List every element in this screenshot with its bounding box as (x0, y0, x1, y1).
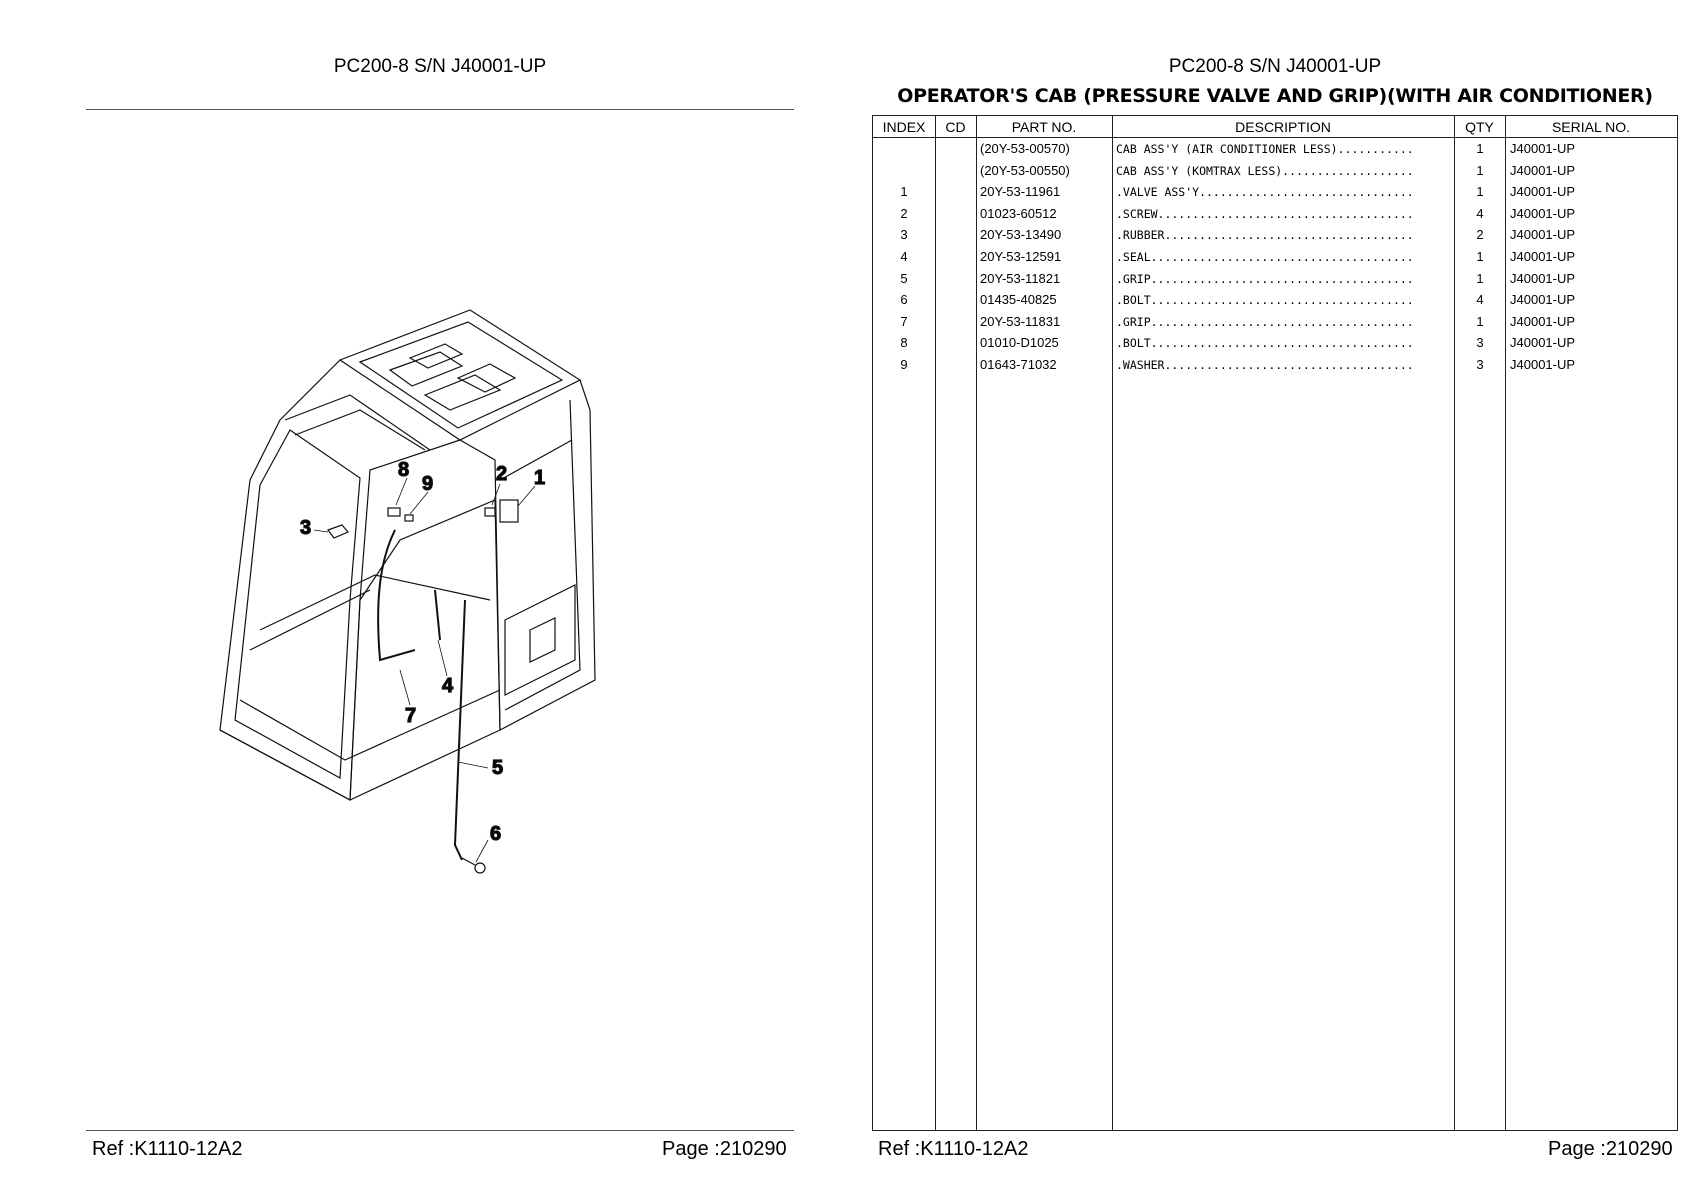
row-description: .WASHER.................................... (1116, 358, 1414, 372)
row-qty: 1 (1476, 313, 1484, 329)
row-part-no: (20Y-53-00570) (980, 141, 1070, 156)
row-description: .BOLT...................................... (1116, 336, 1414, 351)
table-row (873, 160, 1677, 182)
left-ref-label: Ref :K1110-12A2 (92, 1138, 243, 1160)
row-serial-no: J40001-UP (1510, 357, 1576, 372)
table-row (873, 268, 1677, 290)
row-part-no: 20Y-53-11821 (980, 270, 1061, 286)
row-description: .SCREW..................................... (1116, 206, 1414, 221)
row-index: 5 (900, 270, 908, 286)
callout-2: 2 (496, 463, 508, 485)
left-bottom-rule (86, 1130, 794, 1131)
row-qty: 3 (1476, 357, 1484, 372)
right-ref-label: Ref :K1110-12A2 (878, 1138, 1029, 1160)
row-description: .SEAL...................................... (1116, 250, 1414, 264)
table-row (873, 181, 1677, 203)
callout-6: 6 (490, 823, 502, 845)
callout-8: 8 (398, 459, 410, 481)
table-row (873, 138, 1677, 160)
left-top-rule (86, 109, 794, 110)
row-part-no: 20Y-53-11831 (980, 313, 1061, 329)
row-description: .BOLT...................................... (1116, 293, 1414, 308)
row-qty: 1 (1476, 249, 1484, 264)
header-qty: QTY (1465, 119, 1494, 135)
row-description: .VALVE ASS'Y............................... (1116, 185, 1414, 200)
right-page-number: Page :210290 (1548, 1138, 1673, 1160)
row-serial-no: J40001-UP (1510, 141, 1576, 156)
table-row (873, 203, 1677, 225)
row-index: 9 (900, 357, 908, 372)
row-serial-no: J40001-UP (1510, 162, 1576, 178)
row-serial-no: J40001-UP (1510, 249, 1576, 264)
row-index: 3 (900, 227, 908, 243)
row-serial-no: J40001-UP (1510, 270, 1576, 286)
row-part-no: 20Y-53-12591 (980, 249, 1062, 264)
row-description: CAB ASS'Y (AIR CONDITIONER LESS)........... (1116, 142, 1414, 156)
table-row (873, 311, 1677, 333)
table-row (873, 332, 1677, 354)
row-index: 7 (900, 313, 908, 329)
row-serial-no: J40001-UP (1510, 205, 1576, 221)
row-part-no: 01010-D1025 (980, 335, 1059, 351)
row-index: 4 (900, 249, 908, 264)
cab-exploded-diagram (200, 300, 680, 960)
row-part-no: 20Y-53-13490 (980, 227, 1062, 243)
row-qty: 1 (1476, 162, 1484, 178)
table-row (873, 246, 1677, 268)
callout-9: 9 (422, 473, 434, 495)
row-part-no: 01643-71032 (980, 357, 1057, 372)
row-part-no: (20Y-53-00550) (980, 162, 1070, 178)
callout-7: 7 (405, 705, 417, 727)
row-serial-no: J40001-UP (1510, 292, 1576, 308)
table-header (873, 116, 1677, 138)
row-serial-no: J40001-UP (1510, 335, 1576, 351)
right-section-title: OPERATOR'S CAB (PRESSURE VALVE AND GRIP)(WITH AIR CONDITIONER) (897, 85, 1653, 107)
row-index: 2 (900, 205, 908, 221)
row-serial-no: J40001-UP (1510, 227, 1576, 243)
row-part-no: 01435-40825 (980, 292, 1057, 308)
table-row (873, 289, 1677, 311)
row-description: CAB ASS'Y (KOMTRAX LESS)................... (1116, 163, 1414, 178)
row-description: .RUBBER.................................... (1116, 228, 1414, 243)
row-qty: 4 (1476, 205, 1484, 221)
right-model-title: PC200-8 S/N J40001-UP (1168, 56, 1382, 77)
row-index: 8 (900, 335, 908, 351)
header-serial-no: SERIAL NO. (1551, 119, 1631, 135)
table-row (873, 354, 1677, 376)
row-qty: 2 (1476, 227, 1484, 243)
row-qty: 4 (1476, 292, 1484, 308)
header-index: INDEX (882, 119, 926, 135)
parts-table (872, 115, 1678, 1131)
left-page-title: PC200-8 S/N J40001-UP (333, 56, 547, 77)
row-qty: 1 (1476, 270, 1484, 286)
row-serial-no: J40001-UP (1510, 184, 1576, 200)
row-qty: 1 (1476, 141, 1484, 156)
header-cd: CD (945, 119, 966, 135)
row-index: 6 (900, 292, 908, 308)
row-qty: 1 (1476, 184, 1484, 200)
row-description: .GRIP...................................... (1116, 314, 1414, 329)
row-serial-no: J40001-UP (1510, 313, 1576, 329)
header-part-no: PART NO. (1011, 119, 1077, 135)
callout-4: 4 (442, 675, 454, 697)
left-page-number: Page :210290 (662, 1138, 787, 1160)
table-row (873, 224, 1677, 246)
callout-5: 5 (492, 757, 504, 779)
callout-3: 3 (300, 517, 312, 539)
row-description: .GRIP...................................... (1116, 271, 1414, 286)
row-part-no: 01023-60512 (980, 205, 1057, 221)
row-index: 1 (900, 184, 908, 200)
callout-1: 1 (534, 467, 546, 489)
header-description: DESCRIPTION (1235, 119, 1331, 135)
row-qty: 3 (1476, 335, 1484, 351)
row-part-no: 20Y-53-11961 (980, 184, 1061, 200)
